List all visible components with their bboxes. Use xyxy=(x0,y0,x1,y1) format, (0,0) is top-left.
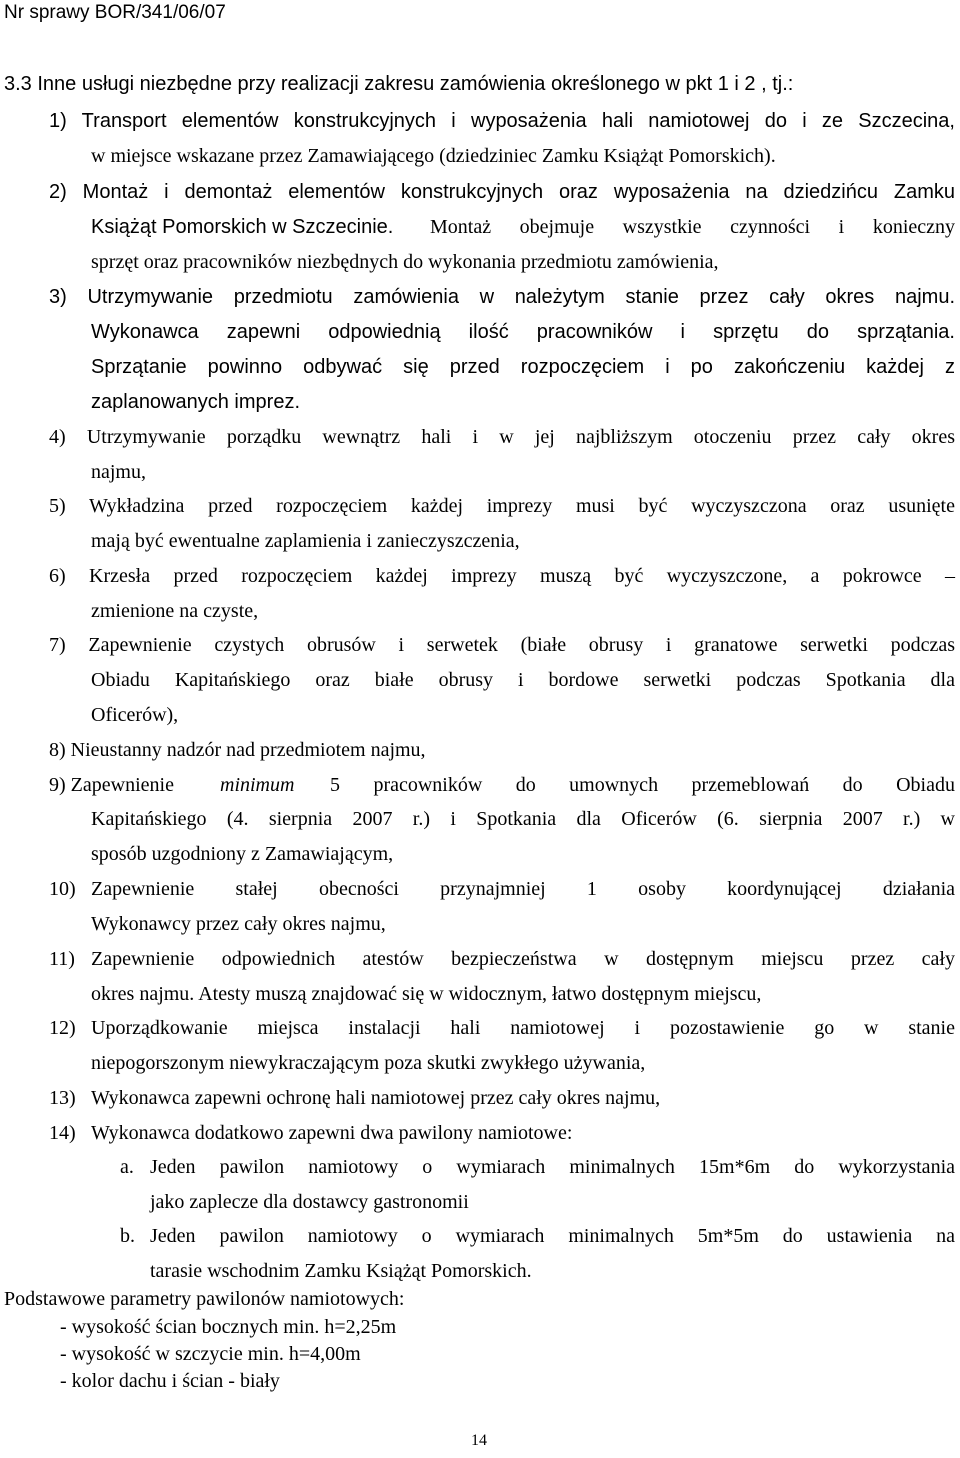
item-4-line-2: najmu, xyxy=(91,461,146,483)
item-7-line-1: 7) Zapewnienie czystych obrusów i serwetek (białe obrusy i granatowe serwetki podczas xyxy=(49,634,955,656)
item-7-line-2: Obiadu Kapitańskiego oraz białe obrusy i bordowe serwetki podczas Spotkania dla xyxy=(91,669,955,691)
item-13-number: 13) xyxy=(49,1087,76,1109)
item-13-line-1: Wykonawca zapewni ochronę hali namiotowej przez cały okres najmu, xyxy=(91,1087,661,1109)
item-9-number-label: 9) Zapewnienie xyxy=(49,774,174,796)
item-7-line-3: Oficerów), xyxy=(91,704,179,726)
item-11-number: 11) xyxy=(49,948,75,970)
item-2-line-3: sprzęt oraz pracowników niezbędnych do wykonania przedmiotu zamówienia, xyxy=(91,251,719,273)
item-4-line-1: 4) Utrzymywanie porządku wewnątrz hali i w jej najbliższym otoczeniu przez cały okres xyxy=(49,426,955,448)
param-peak-height: - wysokość w szczycie min. h=4,00m xyxy=(60,1343,361,1365)
subitem-b-line-1: Jeden pawilon namiotowy o wymiarach minimalnych 5m*5m do ustawienia na xyxy=(150,1225,955,1247)
item-2-line-1: 2) Montaż i demontaż elementów konstrukcyjnych oraz wyposażenia na dziedzińcu Zamku xyxy=(49,181,955,203)
item-5-line-1: 5) Wykładzina przed rozpoczęciem każdej imprezy musi być wyczyszczona oraz usunięte xyxy=(49,495,955,517)
item-5-line-2: mają być ewentualne zaplamienia i zanieczyszczenia, xyxy=(91,530,520,552)
param-color: - kolor dachu i ścian - biały xyxy=(60,1370,280,1392)
subitem-a-line-2: jako zaplecze dla dostawcy gastronomii xyxy=(150,1191,469,1213)
params-title: Podstawowe parametry pawilonów namiotowych: xyxy=(4,1288,405,1310)
item-12-line-2: niepogorszonym niewykraczającym poza skutki zwykłego używania, xyxy=(91,1052,646,1074)
item-9-line-2: Kapitańskiego (4. sierpnia 2007 r.) i Spotkania dla Oficerów (6. sierpnia 2007 r.) w xyxy=(91,808,955,830)
section-title: 3.3 Inne usługi niezbędne przy realizacji zakresu zamówienia określonego w pkt 1 i 2 , tj.: xyxy=(4,73,794,95)
item-11-line-2: okres najmu. Atesty muszą znajdować się w widocznym, łatwo dostępnym miejscu, xyxy=(91,983,762,1005)
item-3-line-4: zaplanowanych imprez. xyxy=(91,391,300,413)
item-11-line-1: Zapewnienie odpowiednich atestów bezpieczeństwa w dostępnym miejscu przez cały xyxy=(91,948,955,970)
item-14-line-1: Wykonawca dodatkowo zapewni dwa pawilony namiotowe: xyxy=(91,1122,573,1144)
item-2-line-2a: Książąt Pomorskich w Szczecinie. xyxy=(91,216,394,238)
page-number: 14 xyxy=(471,1432,487,1449)
param-wall-height: - wysokość ścian bocznych min. h=2,25m xyxy=(60,1316,397,1338)
item-10-line-2: Wykonawcy przez cały okres najmu, xyxy=(91,913,386,935)
item-1-line-1: 1) Transport elementów konstrukcyjnych i wyposażenia hali namiotowej do i ze Szczecina, xyxy=(49,110,955,132)
item-3-line-1: 3) Utrzymywanie przedmiotu zamówienia w należytym stanie przez cały okres najmu. xyxy=(49,286,955,308)
subitem-a-line-1: Jeden pawilon namiotowy o wymiarach minimalnych 15m*6m do wykorzystania xyxy=(150,1156,955,1178)
subitem-b-line-2: tarasie wschodnim Zamku Książąt Pomorskich. xyxy=(150,1260,532,1282)
item-12-number: 12) xyxy=(49,1017,76,1039)
subitem-b-label: b. xyxy=(120,1225,135,1247)
subitem-a-label: a. xyxy=(120,1156,134,1178)
item-9-line-1-rest: 5 pracowników do umownych przemeblowań do Obiadu xyxy=(330,774,955,796)
item-9-line-3: sposób uzgodniony z Zamawiającym, xyxy=(91,843,394,865)
item-10-line-1: Zapewnienie stałej obecności przynajmniej 1 osoby koordynującej działania xyxy=(91,878,955,900)
item-9-emphasis: minimum xyxy=(220,774,295,796)
item-6-line-1: 6) Krzesła przed rozpoczęciem każdej imprezy muszą być wyczyszczone, a pokrowce – xyxy=(49,565,955,587)
item-3-line-2: Wykonawca zapewni odpowiednią ilość pracowników i sprzętu do sprzątania. xyxy=(91,321,955,343)
item-6-line-2: zmienione na czyste, xyxy=(91,600,259,622)
item-2-line-2b: Montaż obejmuje wszystkie czynności i konieczny xyxy=(430,216,955,238)
item-8-line-1: 8) Nieustanny nadzór nad przedmiotem najmu, xyxy=(49,739,426,761)
item-12-line-1: Uporządkowanie miejsca instalacji hali namiotowej i pozostawienie go w stanie xyxy=(91,1017,955,1039)
case-number: Nr sprawy BOR/341/06/07 xyxy=(4,2,226,23)
item-10-number: 10) xyxy=(49,878,76,900)
item-1-line-2: w miejsce wskazane przez Zamawiającego (dziedziniec Zamku Książąt Pomorskich). xyxy=(91,145,776,167)
item-14-number: 14) xyxy=(49,1122,76,1144)
item-3-line-3: Sprzątanie powinno odbywać się przed rozpoczęciem i po zakończeniu każdej z xyxy=(91,356,955,378)
